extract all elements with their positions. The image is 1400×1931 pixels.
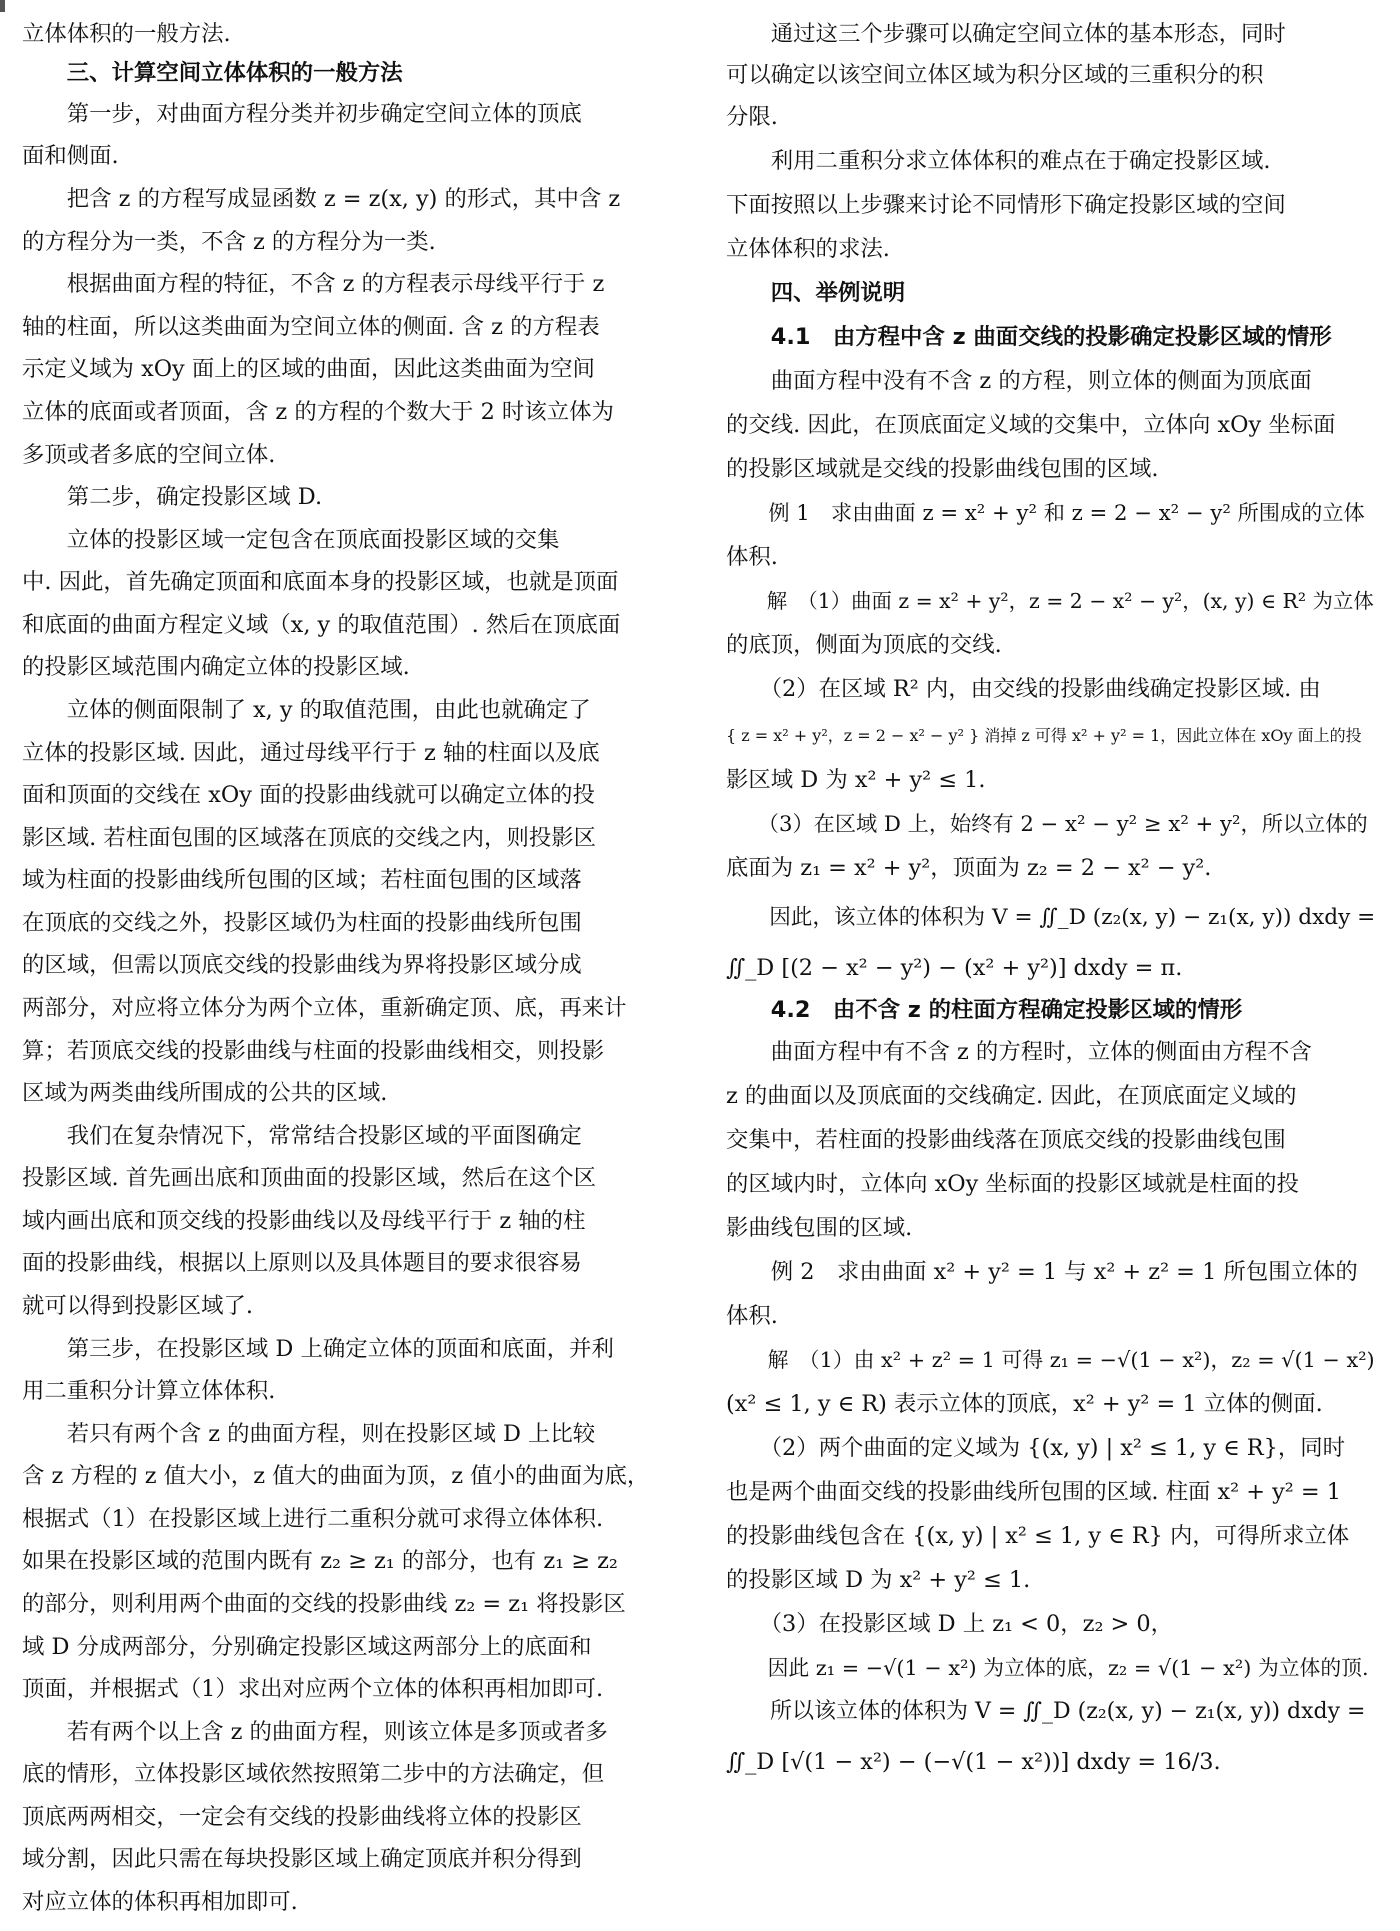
text-line: 面和顶面的交线在 xOy 面的投影曲线就可以确定立体的投 — [22, 782, 595, 808]
text-line: 体积. — [726, 544, 778, 570]
text-line: ∬_D [√(1 − x²) − (−√(1 − x²))] dxdy = 16/3. — [726, 1749, 1221, 1775]
text-line: 投影区域. 首先画出底和顶曲面的投影区域，然后在这个区 — [22, 1165, 596, 1191]
text-line: 的区域，但需以顶底交线的投影曲线为界将投影区域分成 — [22, 952, 582, 978]
text-line: （2）在区域 R² 内，由交线的投影曲线确定投影区域. 由 — [726, 676, 1321, 702]
text-line: 曲面方程中有不含 z 的方程时，立体的侧面由方程不含 — [726, 1039, 1312, 1065]
text-line: 体积. — [726, 1303, 778, 1329]
text-line: 的部分，则利用两个曲面的交线的投影曲线 z₂ = z₁ 将投影区 — [22, 1591, 626, 1617]
text-line: 的底顶，侧面为顶底的交线. — [726, 632, 1002, 658]
text-line: 立体的底面或者顶面，含 z 的方程的个数大于 2 时该立体为 — [22, 399, 614, 425]
text-line: 和底面的曲面方程定义域（x, y 的取值范围）. 然后在顶底面 — [22, 612, 621, 638]
text-line: 第三步，在投影区域 D 上确定立体的顶面和底面，并利 — [22, 1336, 614, 1362]
text-line: 下面按照以上步骤来讨论不同情形下确定投影区域的空间 — [726, 192, 1286, 218]
text-line: 的投影区域范围内确定立体的投影区域. — [22, 654, 410, 680]
text-line: 分限. — [726, 104, 778, 130]
text-line: 的交线. 因此，在顶底面定义域的交集中，立体向 xOy 坐标面 — [726, 412, 1336, 438]
text-line: 域内画出底和顶交线的投影曲线以及母线平行于 z 轴的柱 — [22, 1208, 586, 1234]
text-line: { z = x² + y²，z = 2 − x² − y² } 消掉 z 可得 x² + y² = 1，因此立体在 xOy 面上的投 — [726, 726, 1362, 745]
text-line: 根据式（1）在投影区域上进行二重积分就可求得立体体积. — [22, 1506, 604, 1532]
section-heading: 4.1 由方程中含 z 曲面交线的投影确定投影区域的情形 — [726, 324, 1332, 350]
text-line: 域分割，因此只需在每块投影区域上确定顶底并积分得到 — [22, 1846, 582, 1872]
text-line: 影区域 D 为 x² + y² ≤ 1. — [726, 767, 986, 793]
text-line: 立体的投影区域. 因此，通过母线平行于 z 轴的柱面以及底 — [22, 740, 600, 766]
text-line: 用二重积分计算立体体积. — [22, 1378, 276, 1404]
text-line: 因此 z₁ = −√(1 − x²) 为立体的底，z₂ = √(1 − x²) 为立体的顶. — [726, 1656, 1369, 1680]
text-line: 的投影区域 D 为 x² + y² ≤ 1. — [726, 1567, 1031, 1593]
text-line: 所以该立体的体积为 V = ∬_D (z₂(x, y) − z₁(x, y)) dxdy = — [726, 1699, 1366, 1724]
text-line: 影曲线包围的区域. — [726, 1215, 913, 1241]
text-line: 域为柱面的投影曲线所包围的区域；若柱面包围的区域落 — [22, 867, 582, 893]
text-line: 的方程分为一类，不含 z 的方程分为一类. — [22, 229, 436, 255]
text-line: 底面为 z₁ = x² + y²，顶面为 z₂ = 2 − x² − y². — [726, 855, 1212, 881]
text-line: （3）在区域 D 上，始终有 2 − x² − y² ≥ x² + y²，所以立体的 — [726, 811, 1368, 836]
text-line: 区域为两类曲线所围成的公共的区域. — [22, 1080, 388, 1106]
text-line: 因此，该立体的体积为 V = ∬_D (z₂(x, y) − z₁(x, y)) dxdy = — [726, 905, 1376, 930]
text-line: 可以确定以该空间立体区域为积分区域的三重积分的积 — [726, 62, 1264, 88]
text-line: 顶面，并根据式（1）求出对应两个立体的体积再相加即可. — [22, 1676, 604, 1702]
section-heading: 4.2 由不含 z 的柱面方程确定投影区域的情形 — [726, 997, 1243, 1023]
text-line: 域 D 分成两部分，分别确定投影区域这两部分上的底面和 — [22, 1634, 592, 1660]
text-line: 例 1 求由曲面 z = x² + y² 和 z = 2 − x² − y² 所围成的立体 — [726, 500, 1365, 525]
text-line: 第二步，确定投影区域 D. — [22, 484, 323, 510]
text-line: 若只有两个含 z 的曲面方程，则在投影区域 D 上比较 — [22, 1421, 596, 1447]
text-line: 立体的投影区域一定包含在顶底面投影区域的交集 — [22, 527, 560, 553]
text-line: 两部分，对应将立体分为两个立体，重新确定顶、底，再来计 — [22, 995, 627, 1021]
text-line: 含 z 方程的 z 值大小，z 值大的曲面为顶，z 值小的曲面为底， — [22, 1463, 650, 1489]
text-line: 的投影区域就是交线的投影曲线包围的区域. — [726, 456, 1159, 482]
text-line: 如果在投影区域的范围内既有 z₂ ≥ z₁ 的部分，也有 z₁ ≥ z₂ — [22, 1548, 618, 1574]
text-line: 立体体积的求法. — [726, 236, 890, 262]
text-line: 的投影曲线包含在 {(x, y) | x² ≤ 1, y ∈ R} 内，可得所求立体 — [726, 1523, 1350, 1549]
text-line: 第一步，对曲面方程分类并初步确定空间立体的顶底 — [22, 101, 582, 127]
text-line: 在顶底的交线之外，投影区域仍为柱面的投影曲线所包围 — [22, 910, 582, 936]
text-line: 通过这三个步骤可以确定空间立体的基本形态，同时 — [726, 21, 1286, 47]
text-line: 解 （1）曲面 z = x² + y²，z = 2 − x² − y²，(x, y) ∈ R² 为立体 — [726, 589, 1374, 613]
text-line: 解 （1）由 x² + z² = 1 可得 z₁ = −√(1 − x²)，z₂ = √(1 − x²) — [726, 1348, 1375, 1372]
page-corner-mark — [0, 0, 5, 12]
text-line: 若有两个以上含 z 的曲面方程，则该立体是多顶或者多 — [22, 1719, 608, 1745]
text-line: 中. 因此，首先确定顶面和底面本身的投影区域，也就是顶面 — [22, 569, 619, 595]
text-line: （2）两个曲面的定义域为 {(x, y) | x² ≤ 1, y ∈ R}，同时 — [726, 1435, 1346, 1461]
text-line: 对应立体的体积再相加即可. — [22, 1889, 298, 1915]
text-line: 的区域内时，立体向 xOy 坐标面的投影区域就是柱面的投 — [726, 1171, 1299, 1197]
text-line: 利用二重积分求立体体积的难点在于确定投影区域. — [726, 148, 1271, 174]
text-line: ∬_D [(2 − x² − y²) − (x² + y²)] dxdy = π. — [726, 955, 1183, 981]
text-line: 我们在复杂情况下，常常结合投影区域的平面图确定 — [22, 1123, 582, 1149]
text-line: 立体的侧面限制了 x, y 的取值范围，由此也就确定了 — [22, 697, 591, 723]
text-line: 交集中，若柱面的投影曲线落在顶底交线的投影曲线包围 — [726, 1127, 1286, 1153]
text-line: 影区域. 若柱面包围的区域落在顶底的交线之内，则投影区 — [22, 825, 596, 851]
text-line: 面的投影曲线，根据以上原则以及具体题目的要求很容易 — [22, 1250, 582, 1276]
text-line: (x² ≤ 1, y ∈ R) 表示立体的顶底，x² + y² = 1 立体的侧面. — [726, 1391, 1323, 1417]
text-line: 面和侧面. — [22, 143, 119, 169]
text-line: （3）在投影区域 D 上 z₁ < 0，z₂ > 0， — [726, 1611, 1174, 1637]
text-line: 轴的柱面，所以这类曲面为空间立体的侧面. 含 z 的方程表 — [22, 314, 600, 340]
text-line: 也是两个曲面交线的投影曲线所包围的区域. 柱面 x² + y² = 1 — [726, 1479, 1342, 1505]
text-line: 示定义域为 xOy 面上的区域的曲面，因此这类曲面为空间 — [22, 356, 595, 382]
text-line: 多顶或者多底的空间立体. — [22, 442, 276, 468]
text-line: 例 2 求由曲面 x² + y² = 1 与 x² + z² = 1 所包围立体的 — [726, 1259, 1358, 1285]
text-line: 顶底两两相交，一定会有交线的投影曲线将立体的投影区 — [22, 1804, 582, 1830]
text-line: 根据曲面方程的特征，不含 z 的方程表示母线平行于 z — [22, 271, 605, 297]
section-heading: 四、举例说明 — [726, 280, 906, 306]
text-line: 把含 z 的方程写成显函数 z = z(x, y) 的形式，其中含 z — [22, 186, 621, 212]
text-line: z 的曲面以及顶底面的交线确定. 因此，在顶底面定义域的 — [726, 1083, 1297, 1109]
text-line: 算；若顶底交线的投影曲线与柱面的投影曲线相交，则投影 — [22, 1038, 605, 1064]
text-line: 曲面方程中没有不含 z 的方程，则立体的侧面为顶底面 — [726, 368, 1312, 394]
text-line: 立体体积的一般方法. — [22, 21, 231, 47]
text-line: 底的情形，立体投影区域依然按照第二步中的方法确定，但 — [22, 1761, 605, 1787]
section-heading: 三、计算空间立体体积的一般方法 — [22, 60, 403, 86]
text-line: 就可以得到投影区域了. — [22, 1293, 254, 1319]
